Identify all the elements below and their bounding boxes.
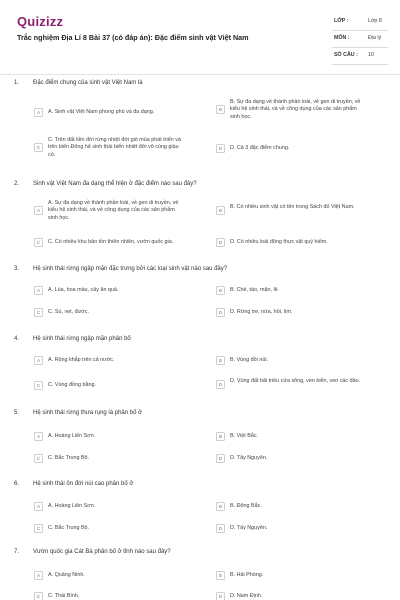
answer-option-a[interactable]: [34, 286, 184, 295]
meta-label: SỐ CÂU :: [334, 52, 358, 58]
option-letter-badge: A: [34, 206, 43, 215]
option-text: D. Vùng đất bãi triều cửa sông, ven biển, ven các đảo.: [230, 378, 361, 384]
option-text: D. Cả 3 đặc điểm chung.: [230, 145, 290, 151]
option-text: D. Rừng tre, nứa, hồi, lim.: [230, 309, 293, 315]
question-number: 1.: [14, 80, 20, 86]
option-letter-badge: A: [34, 286, 43, 295]
option-letter-badge: B: [216, 502, 225, 511]
answer-option-b[interactable]: [216, 432, 366, 441]
answer-option-c[interactable]: [34, 136, 184, 159]
meta-value: Địa lý: [368, 35, 382, 41]
option-text: A. Quảng Ninh.: [48, 572, 85, 578]
option-text: C. Trên đất liền đới rừng nhiệt đới gió mùa phát triển và trên biển Đông hệ sinh thái biển nhiệt đới vô cùng giàu có.: [48, 137, 181, 158]
question-number: 6.: [14, 481, 20, 487]
page-title: Trắc nghiệm Địa Lí 8 Bài 37 (có đáp án): Đặc điểm sinh vật Việt Nam: [17, 33, 249, 42]
option-text: C. Bắc Trung Bộ.: [48, 455, 90, 461]
question-number: 2.: [14, 181, 20, 187]
answer-option-c[interactable]: [34, 308, 184, 317]
meta-label: MÔN :: [334, 35, 350, 41]
option-letter-badge: A: [34, 571, 43, 580]
option-letter-badge: A: [34, 502, 43, 511]
option-letter-badge: D: [216, 144, 225, 153]
question-text: Đặc điểm chung của sinh vật Việt Nam là: [33, 80, 143, 86]
option-letter-badge: C: [34, 238, 43, 247]
option-letter-badge: D: [216, 308, 225, 317]
option-letter-badge: C: [34, 381, 43, 390]
answer-option-b[interactable]: [216, 502, 366, 511]
option-text: B. Hải Phòng.: [230, 572, 264, 578]
option-text: D. Có nhiều loài động thực vật quý hiếm.: [230, 239, 328, 245]
question-text: Vườn quốc gia Cát Bà phân bố ở tỉnh nào sau đây?: [33, 549, 171, 555]
answer-option-c[interactable]: [34, 238, 184, 247]
answer-option-a[interactable]: [34, 356, 184, 365]
option-text: A. Rộng khắp trên cả nước.: [48, 357, 115, 363]
option-text: A. Hoàng Liên Sơn.: [48, 503, 96, 509]
option-text: C. Thái Bình.: [48, 593, 80, 599]
option-letter-badge: B: [216, 571, 225, 580]
option-text: A. Sinh vật Việt Nam phong phú và đa dạng.: [48, 109, 155, 115]
answer-option-c[interactable]: [34, 381, 184, 390]
option-letter-badge: D: [216, 380, 225, 389]
option-text: A. Sự đa dạng về thành phần loài, về gen di truyền, về kiểu hệ sinh thái, và về công dụng của các sản phẩm sinh học.: [48, 200, 179, 221]
answer-option-b[interactable]: [216, 356, 366, 365]
question-text: Hệ sinh thái ôn đới núi cao phân bố ở: [33, 481, 134, 487]
answer-option-c[interactable]: [34, 524, 184, 533]
question-text: Hệ sinh thái rừng ngập mặn phân bố: [33, 336, 131, 342]
option-text: A. Lúa, hoa màu, cây ăn quả.: [48, 287, 119, 293]
question-number: 7.: [14, 549, 20, 555]
question-number: 4.: [14, 336, 20, 342]
answer-option-a[interactable]: [34, 502, 184, 511]
option-letter-badge: C: [34, 308, 43, 317]
option-letter-badge: A: [34, 108, 43, 117]
answer-option-d[interactable]: [216, 144, 366, 153]
worksheet-header: [0, 0, 400, 72]
option-letter-badge: C: [34, 524, 43, 533]
option-letter-badge: C: [34, 143, 43, 152]
option-text: A. Hoàng Liên Sơn.: [48, 433, 96, 439]
answer-option-c[interactable]: [34, 454, 184, 463]
option-letter-badge: B: [216, 432, 225, 441]
answer-option-d[interactable]: [216, 454, 366, 463]
answer-option-c[interactable]: [34, 592, 184, 600]
option-letter-badge: D: [216, 524, 225, 533]
meta-value: Lớp 8: [368, 18, 382, 24]
question-text: Sinh vật Việt Nam đa dạng thể hiện ở đặc điểm nào sau đây?: [33, 181, 197, 187]
question-number: 5.: [14, 410, 20, 416]
question-text: Hệ sinh thái rừng ngập mặn đặc trưng bởi các loại sinh vật nào sau đây?: [33, 266, 228, 272]
option-letter-badge: C: [34, 592, 43, 600]
option-text: B. Đông Bắc.: [230, 503, 262, 509]
answer-option-a[interactable]: [34, 571, 184, 580]
meta-row-question-count: [332, 48, 388, 65]
option-text: C. Vùng đồng bằng.: [48, 382, 96, 388]
answer-option-b[interactable]: [216, 286, 366, 295]
question-number: 3.: [14, 266, 20, 272]
option-letter-badge: B: [216, 105, 225, 114]
answer-option-b[interactable]: [216, 203, 366, 215]
option-text: B. Việt Bắc.: [230, 433, 259, 439]
option-text: D. Nam Định.: [230, 593, 263, 599]
answer-option-b[interactable]: [216, 571, 366, 580]
answer-option-d[interactable]: [216, 524, 366, 533]
worksheet-meta: [332, 14, 388, 65]
answer-option-d[interactable]: [216, 377, 366, 389]
option-text: B. Có nhiều sinh vật có tên trong Sách đỏ Việt Nam.: [230, 204, 355, 210]
option-letter-badge: D: [216, 238, 225, 247]
question-text: Hệ sinh thái rừng thưa rụng lá phân bố ở: [33, 410, 143, 416]
option-letter-badge: A: [34, 432, 43, 441]
option-text: D. Tây Nguyên.: [230, 525, 268, 531]
meta-row-grade: [332, 14, 388, 31]
option-text: B. Sự đa dạng về thành phần loài, về gen di truyền, về kiểu hệ sinh thái, và về công dụng của các sản phẩm sinh học.: [230, 99, 361, 120]
meta-label: LỚP :: [334, 18, 349, 24]
answer-option-a[interactable]: [34, 199, 184, 222]
option-letter-badge: D: [216, 592, 225, 600]
option-letter-badge: B: [216, 286, 225, 295]
option-text: B. Vùng đồi núi.: [230, 357, 269, 363]
option-letter-badge: D: [216, 454, 225, 463]
answer-option-d[interactable]: [216, 592, 366, 600]
option-text: C. Bắc Trung Bộ.: [48, 525, 90, 531]
meta-row-subject: [332, 31, 388, 48]
meta-value: 10: [368, 52, 374, 58]
option-letter-badge: B: [216, 356, 225, 365]
answer-option-a[interactable]: [34, 432, 184, 441]
header-divider: [0, 74, 400, 75]
answer-option-b[interactable]: [216, 98, 366, 121]
answer-option-a[interactable]: [34, 108, 184, 117]
option-letter-badge: B: [216, 206, 225, 215]
option-letter-badge: C: [34, 454, 43, 463]
quizizz-logo[interactable]: Quizizz: [17, 14, 64, 29]
option-letter-badge: A: [34, 356, 43, 365]
answer-option-d[interactable]: [216, 238, 366, 247]
option-text: B. Chè, táo, mận, lê.: [230, 287, 280, 293]
option-text: C. Có nhiều khu bảo tồn thiên nhiên, vườn quốc gia.: [48, 239, 174, 245]
option-text: C. Sú, vẹt, đước.: [48, 309, 89, 315]
option-text: D. Tây Nguyên.: [230, 455, 268, 461]
answer-option-d[interactable]: [216, 308, 366, 317]
